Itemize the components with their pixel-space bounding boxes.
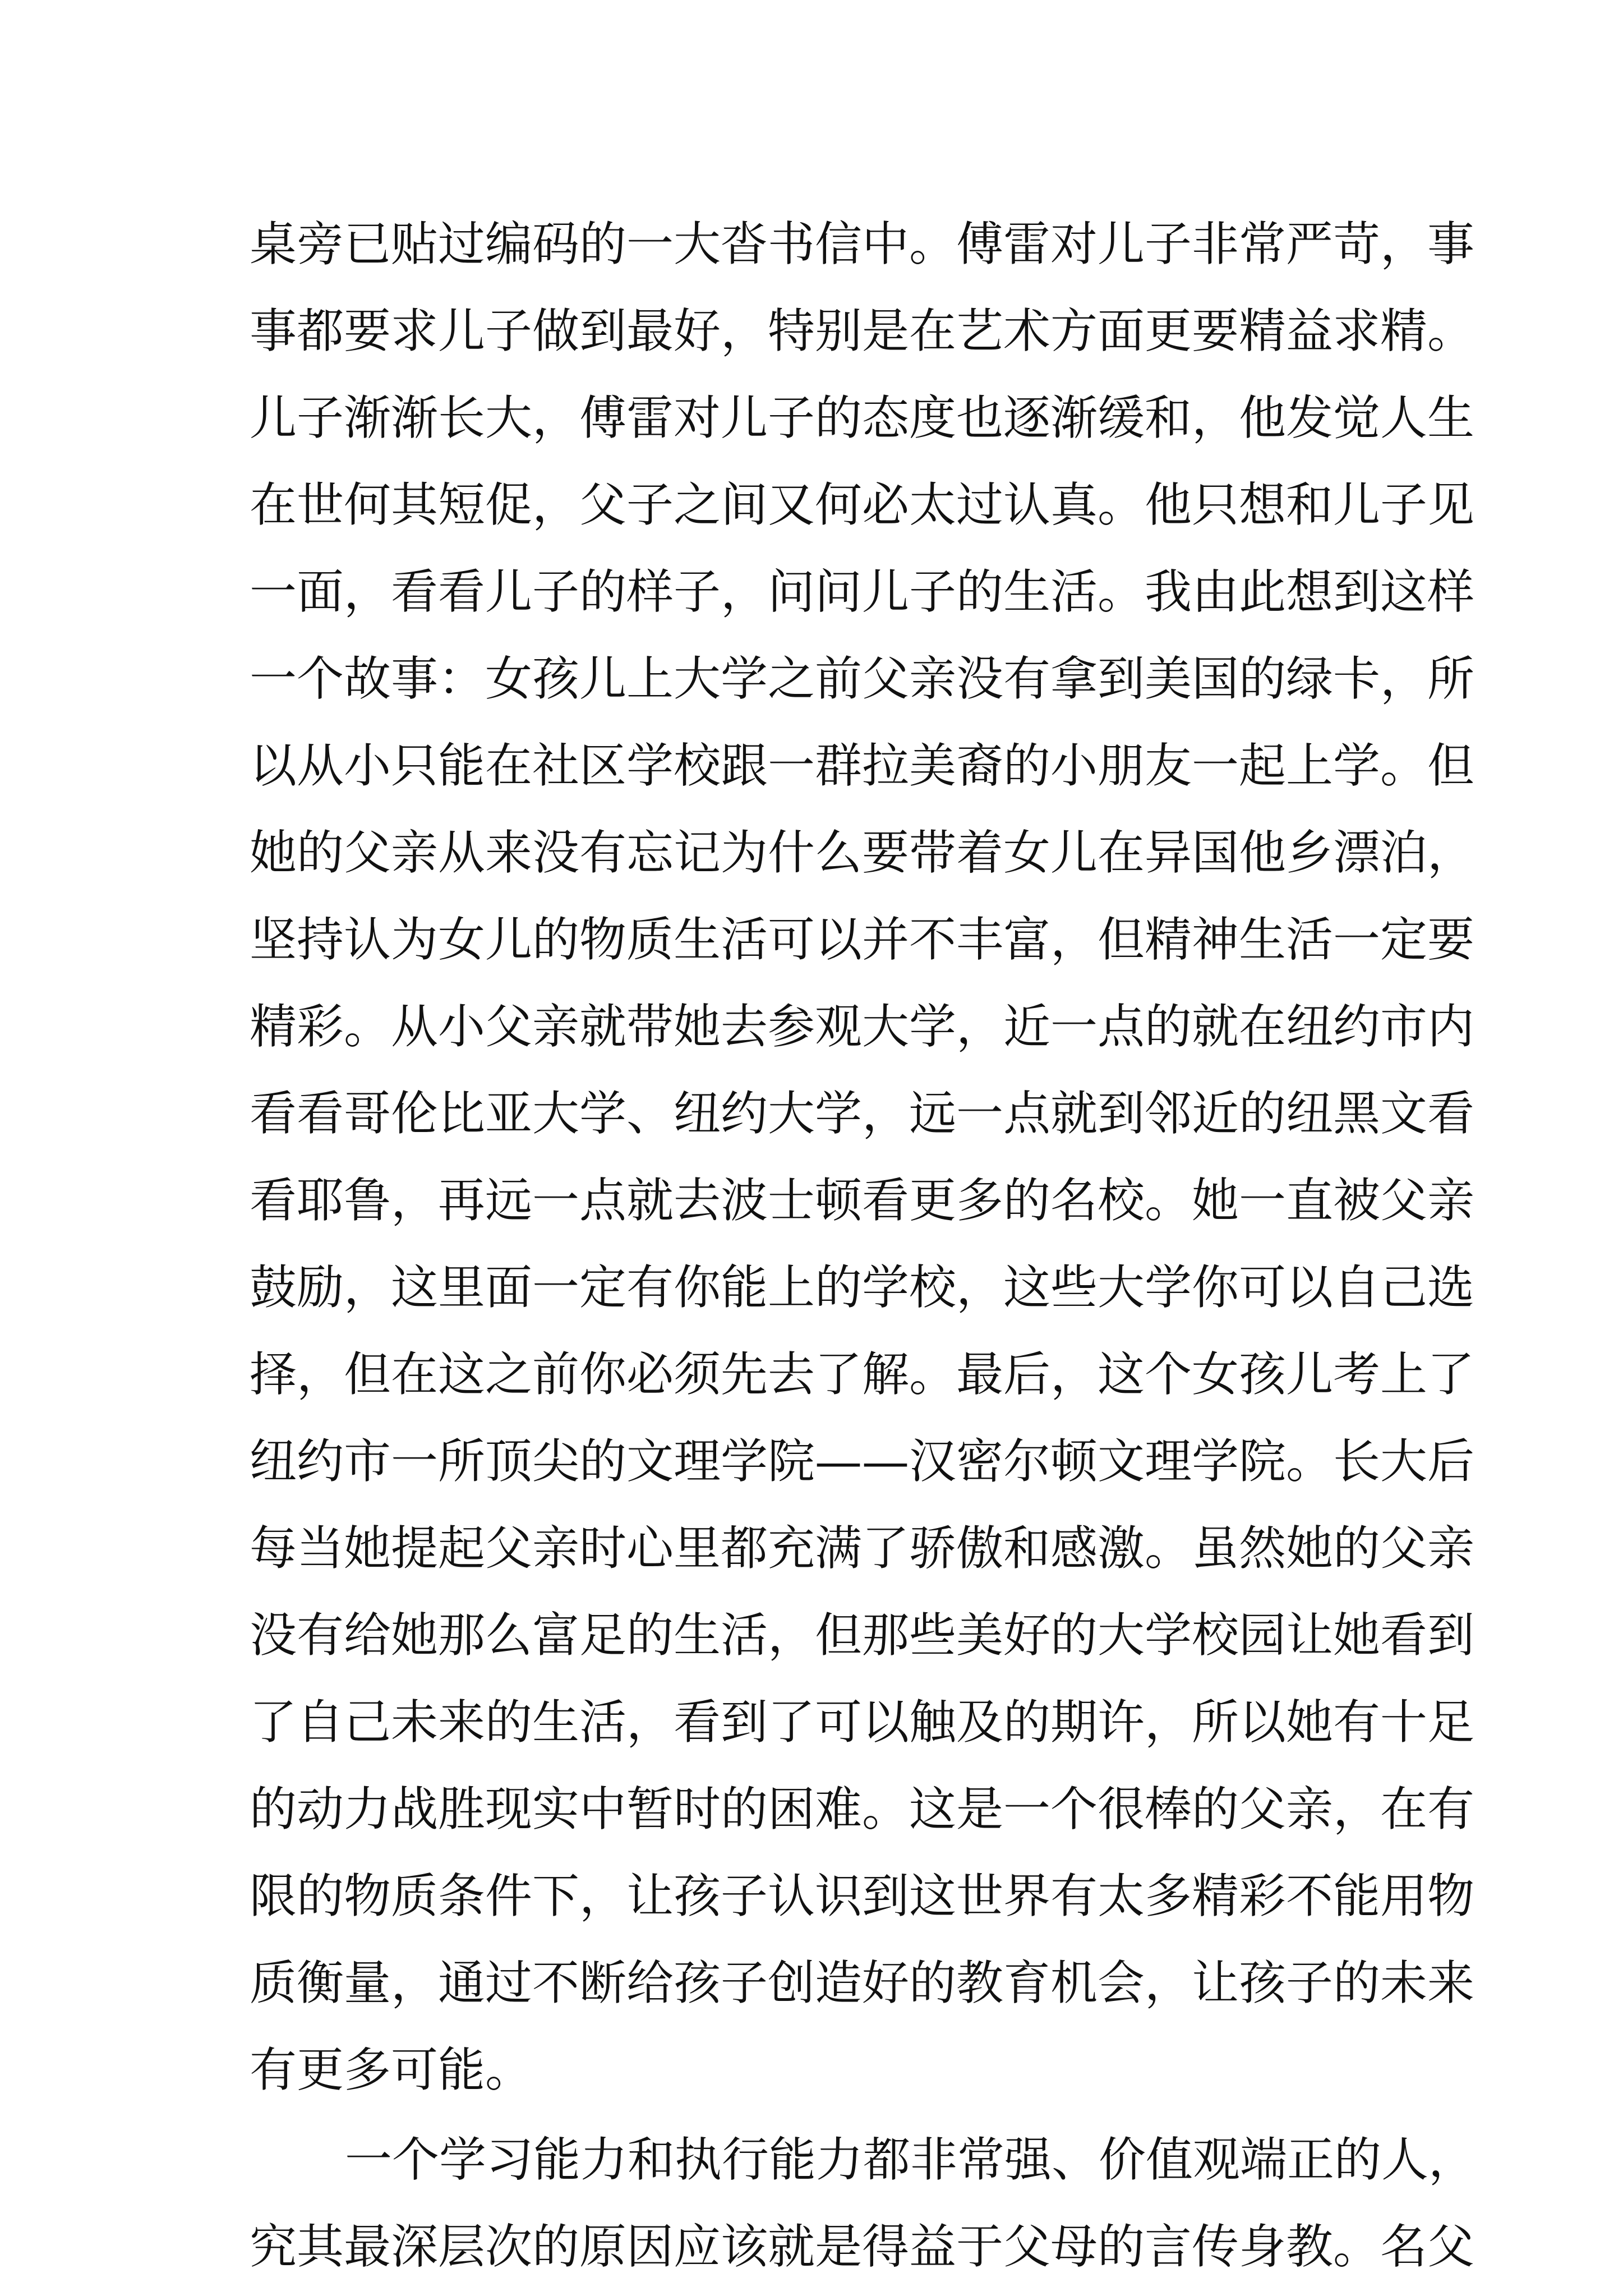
text-line: 一面，看看儿子的样子，问问儿子的生活。我由此想到这样 [250,564,1475,619]
text-line: 每当她提起父亲时心里都充满了骄傲和感激。虽然她的父亲 [250,1521,1475,1576]
text-line: 在世何其短促，父子之间又何必太过认真。他只想和儿子见 [250,477,1475,532]
text-line: 限的物质条件下，让孩子认识到这世界有太多精彩不能用物 [250,1869,1475,1924]
text-line: 鼓励，这里面一定有你能上的学校，这些大学你可以自己选 [250,1260,1475,1315]
text-line: 有更多可能。 [250,2042,533,2097]
text-line: 质衡量，通过不断给孩子创造好的教育机会，让孩子的未来 [250,1955,1475,2010]
text-line: 以从小只能在社区学校跟一群拉美裔的小朋友一起上学。但 [250,738,1475,793]
text-line: 坚持认为女儿的物质生活可以并不丰富，但精神生活一定要 [250,912,1475,967]
text-line: 的动力战胜现实中暂时的困难。这是一个很棒的父亲，在有 [250,1782,1475,1837]
text-line: 儿子渐渐长大，傅雷对儿子的态度也逐渐缓和，他发觉人生 [250,390,1475,445]
text-line: 看看哥伦比亚大学、纽约大学，远一点就到邻近的纽黑文看 [250,1086,1475,1141]
text-line: 了自己未来的生活，看到了可以触及的期许，所以她有十足 [250,1695,1475,1750]
text-line: 她的父亲从来没有忘记为什么要带着女儿在异国他乡漂泊， [250,825,1475,880]
text-line: 择，但在这之前你必须先去了解。最后，这个女孩儿考上了 [250,1347,1475,1402]
text-line: 纽约市一所顶尖的文理学院——汉密尔顿文理学院。长大后 [250,1434,1475,1489]
text-line: 事都要求儿子做到最好，特别是在艺术方面更要精益求精。 [250,303,1475,358]
text-line: 没有给她那么富足的生活，但那些美好的大学校园让她看到 [250,1608,1475,1663]
text-line: 一个故事：女孩儿上大学之前父亲没有拿到美国的绿卡，所 [250,651,1475,706]
text-line: 桌旁已贴过编码的一大沓书信中。傅雷对儿子非常严苛，事 [250,217,1475,272]
text-line: 看耶鲁，再远一点就去波士顿看更多的名校。她一直被父亲 [250,1173,1475,1228]
text-line: 究其最深层次的原因应该就是得益于父母的言传身教。名父 [250,2219,1475,2274]
paragraph-start-line: 一个学习能力和执行能力都非常强、价值观端正的人， [345,2132,1476,2187]
text-line: 精彩。从小父亲就带她去参观大学，近一点的就在纽约市内 [250,999,1475,1054]
